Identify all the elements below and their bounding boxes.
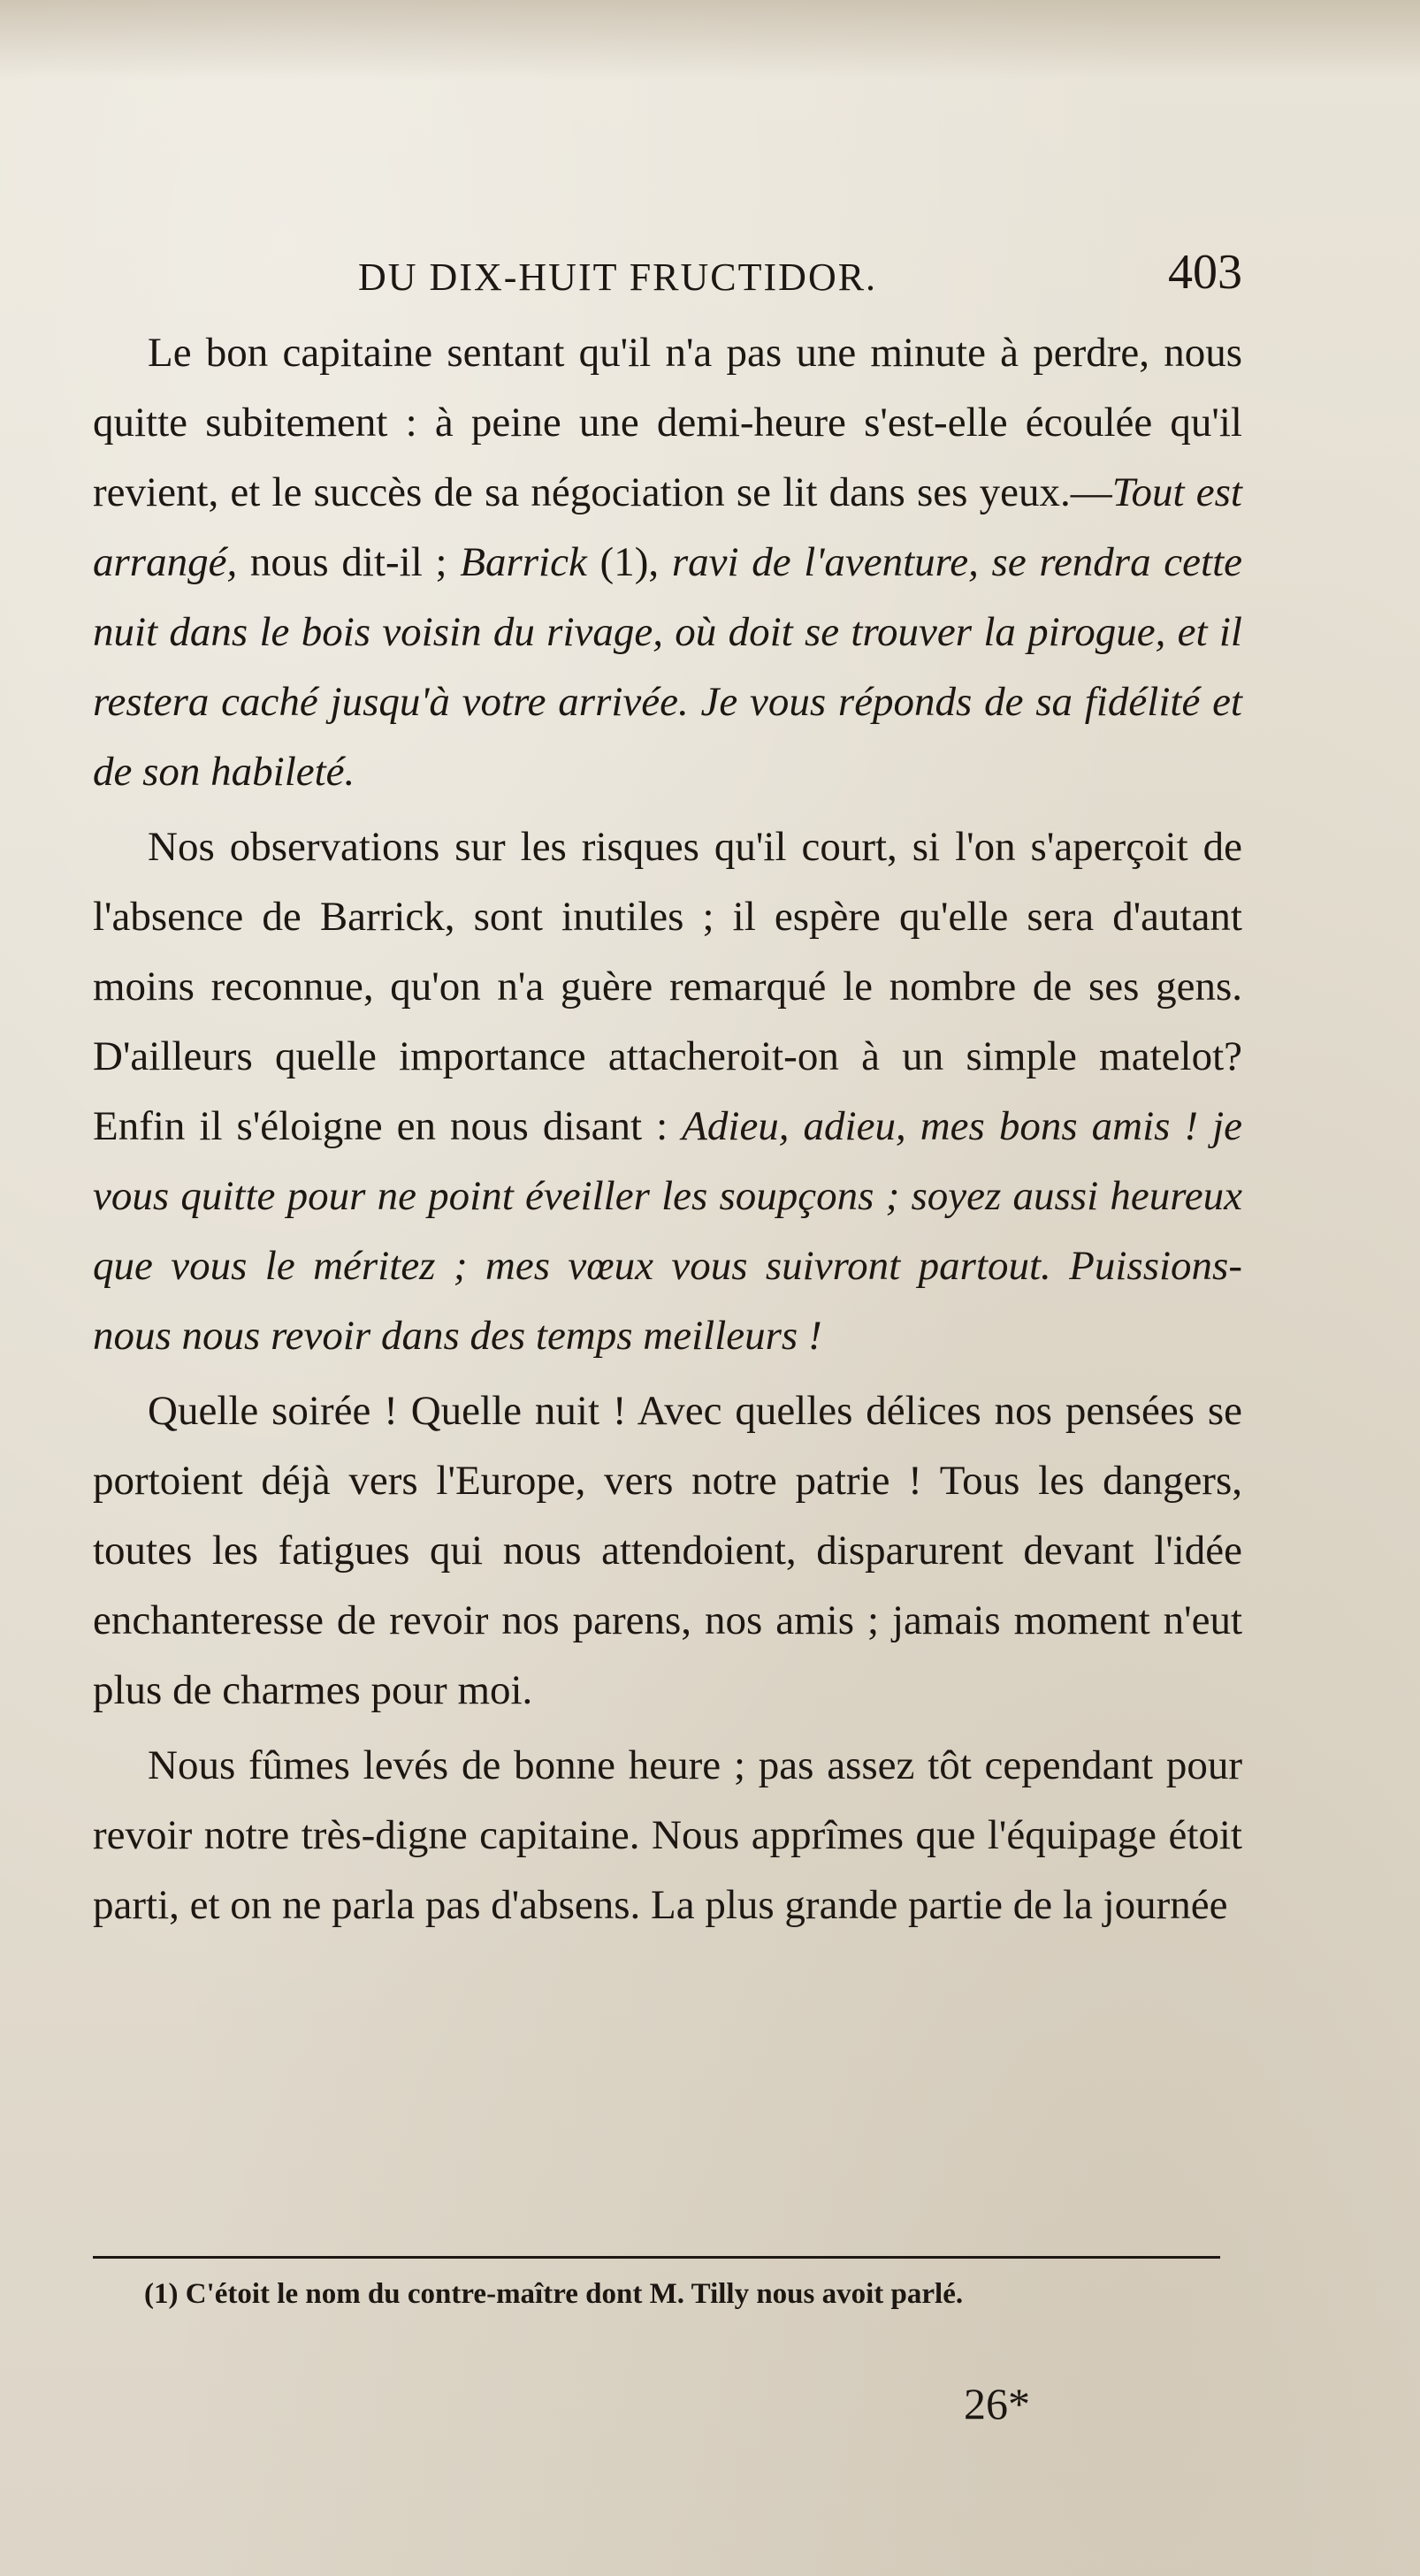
italic-run: Barrick bbox=[460, 539, 587, 585]
text-run: Quelle soirée ! Quelle nuit ! Avec quelles délices nos pensées se portoient déjà vers l'Europe, vers notre patrie ! Tous les dangers, toutes les fatigues qui nous attendoient, disparurent devant l'idée enchanteresse de revoir nos parens, nos amis ; jamais moment n'eut plus de charmes pour moi. bbox=[93, 1388, 1242, 1713]
page-number: 403 bbox=[1168, 245, 1242, 300]
text-run: nous dit-il ; bbox=[237, 539, 461, 585]
page-header bbox=[93, 237, 1242, 308]
paragraph-4 bbox=[93, 1731, 1242, 1940]
paragraph-1 bbox=[93, 318, 1242, 807]
footnote: (1) C'étoit le nom du contre-maître dont M. Tilly nous avoit parlé. bbox=[144, 2278, 964, 2310]
italic-run: Tout est arrangé, bbox=[93, 469, 1242, 585]
italic-run: Adieu, adieu, mes bons amis ! je vous quitte pour ne point éveiller les soupçons ; soyez aussi heureux que vous le méritez ; mes vœux vous suivront partout. Puissions-nous nous revoir dans des temps meilleurs ! bbox=[93, 1103, 1243, 1359]
running-head: DU DIX-HUIT FRUCTIDOR. bbox=[358, 255, 878, 299]
italic-run: ravi de l'aventure, se rendra cette nuit dans le bois voisin du rivage, où doit se trouver la pirogue, et il restera caché jusqu'à votre arrivée. Je vous réponds de sa fidélité et de son habileté. bbox=[93, 539, 1243, 795]
paragraph-3 bbox=[93, 1376, 1242, 1726]
footnote-rule bbox=[93, 2256, 1220, 2259]
body-text bbox=[93, 318, 1242, 1940]
text-run: Nous fûmes levés de bonne heure ; pas assez tôt cependant pour revoir notre très-digne capitaine. Nous apprîmes que l'équipage étoit parti, et on ne parla pas d'absens. La plus grande partie de la journée bbox=[93, 1742, 1242, 1928]
text-run: Nos observations sur les risques qu'il court, si l'on s'aperçoit de l'absence de Barrick, sont inutiles ; il espère qu'elle sera d'autant moins reconnue, qu'on n'a guère remarqué le nombre de ses gens. D'ailleurs quelle importance attacheroit-on à un simple matelot? Enfin il s'éloigne en nous disant : bbox=[93, 824, 1242, 1149]
paragraph-2 bbox=[93, 812, 1242, 1371]
text-run: (1), bbox=[586, 539, 672, 585]
signature-mark: 26* bbox=[964, 2379, 1030, 2428]
text-run: Le bon capitaine sentant qu'il n'a pas une minute à perdre, nous quitte subitement : à peine une demi-heure s'est-elle écoulée qu'il revient, et le succès de sa négociation se lit dans ses yeux.— bbox=[93, 330, 1242, 515]
